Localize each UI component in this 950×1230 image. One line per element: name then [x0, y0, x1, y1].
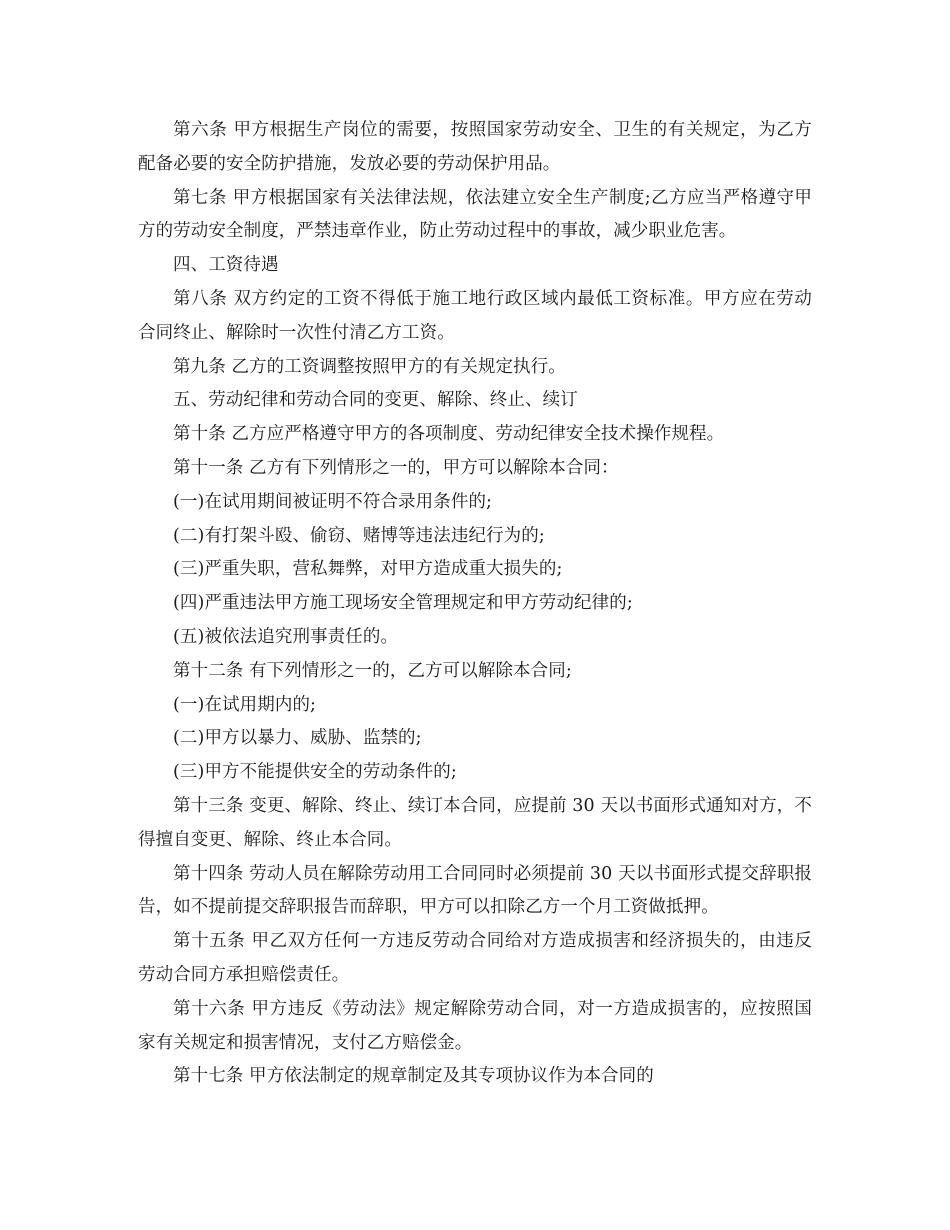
- article-11-item-5: (五)被依法追究刑事责任的。: [173, 626, 399, 647]
- section-heading-wages: 四、工资待遇: [173, 255, 279, 276]
- article-9: 第九条 乙方的工资调整按照甲方的有关规定执行。: [173, 356, 566, 377]
- article-16: 第十六条 甲方违反《劳动法》规定解除劳动合同，对一方造成损害的，应按照国家有关规定和损害情况，支付乙方赔偿金。: [138, 998, 812, 1053]
- article-15: 第十五条 甲乙双方任何一方违反劳动合同给对方造成损害和经济损失的，由违反劳动合同方承担赔偿责任。: [138, 931, 812, 985]
- article-11-item-1: (一)在试用期间被证明不符合录用条件的;: [173, 491, 493, 512]
- article-8: 第八条 双方约定的工资不得低于施工地行政区域内最低工资标准。甲方应在劳动合同终止、解除时一次性付清乙方工资。: [138, 288, 812, 343]
- article-17: 第十七条 甲方依法制定的规章制定及其专项协议作为本合同的: [173, 1066, 654, 1087]
- article-13: 第十三条 变更、解除、终止、续订本合同，应提前 30 天以书面形式通知对方，不得擅自变更、解除、终止本合同。: [138, 795, 812, 850]
- article-14: 第十四条 劳动人员在解除劳动用工合同同时必须提前 30 天以书面形式提交辞职报告，如不提前提交辞职报告而辞职，甲方可以扣除乙方一个月工资做抵押。: [138, 863, 812, 918]
- section-heading-discipline: 五、劳动纪律和劳动合同的变更、解除、终止、续订: [173, 390, 578, 411]
- document-body: [138, 114, 812, 1094]
- article-11-item-4: (四)严重违法甲方施工现场安全管理规定和甲方劳动纪律的;: [173, 593, 633, 614]
- article-12-item-3: (三)甲方不能提供安全的劳动条件的;: [173, 762, 457, 783]
- article-12-item-2: (二)甲方以暴力、威胁、监禁的;: [173, 728, 422, 749]
- article-11-item-2: (二)有打架斗殴、偷窃、赌博等违法违纪行为的;: [173, 525, 545, 546]
- article-11-item-3: (三)严重失职，营私舞弊，对甲方造成重大损失的;: [173, 559, 563, 580]
- article-12: 第十二条 有下列情形之一的，乙方可以解除本合同;: [173, 660, 572, 681]
- article-6: 第六条 甲方根据生产岗位的需要，按照国家劳动安全、卫生的有关规定，为乙方配备必要的安全防护措施，发放必要的劳动保护用品。: [138, 120, 812, 174]
- article-11: 第十一条 乙方有下列情形之一的，甲方可以解除本合同：: [173, 457, 619, 478]
- article-12-item-1: (一)在试用期内的;: [173, 694, 317, 715]
- article-7: 第七条 甲方根据国家有关法律法规，依法建立安全生产制度;乙方应当严格遵守甲方的劳动安全制度，严禁违章作业，防止劳动过程中的事故，减少职业危害。: [138, 187, 812, 242]
- article-10: 第十条 乙方应严格遵守甲方的各项制度、劳动纪律安全技术操作规程。: [173, 424, 725, 445]
